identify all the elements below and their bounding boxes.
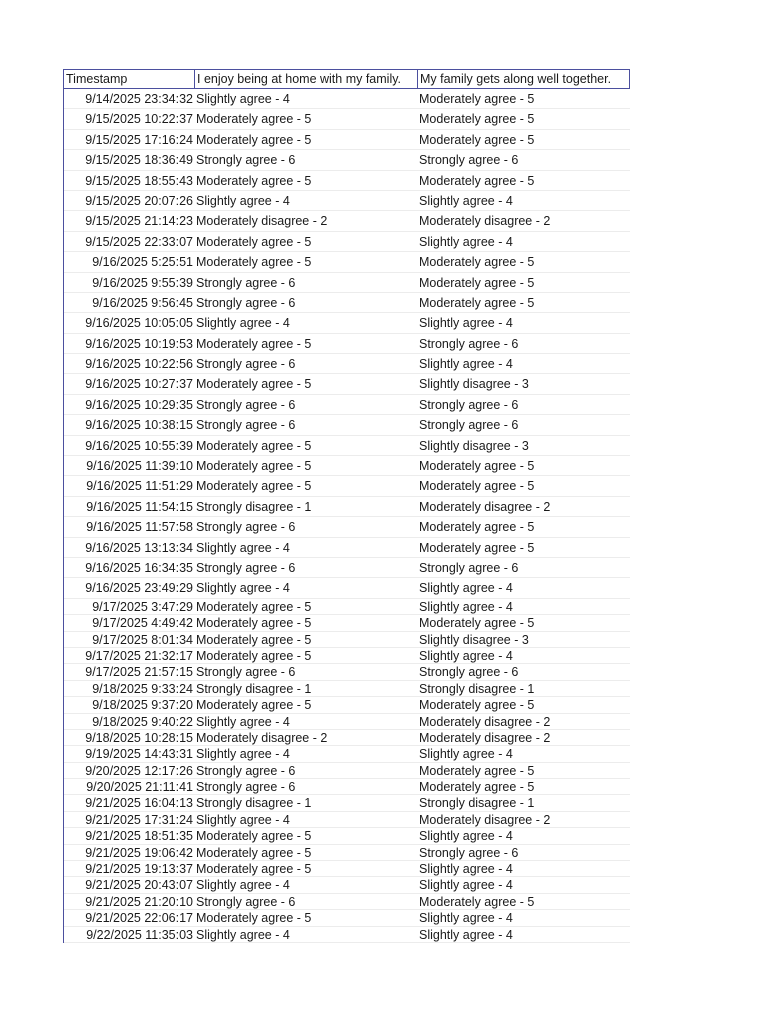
family-gets-along-cell[interactable]: Strongly agree - 6 — [419, 397, 519, 412]
family-gets-along-cell[interactable]: Slightly agree - 4 — [419, 648, 513, 663]
table-row — [64, 89, 630, 109]
header-timestamp[interactable]: Timestamp — [64, 70, 195, 88]
table-row — [64, 313, 630, 333]
table-row — [64, 714, 630, 730]
timestamp-cell[interactable]: 9/20/2025 12:17:26 — [85, 763, 193, 778]
timestamp-cell[interactable]: 9/17/2025 3:47:29 — [92, 599, 193, 614]
enjoy-home-cell[interactable]: Moderately agree - 5 — [196, 112, 312, 127]
enjoy-home-cell[interactable]: Strongly agree - 6 — [196, 153, 296, 168]
table-body — [63, 89, 630, 943]
table-row — [64, 763, 630, 779]
family-gets-along-cell[interactable]: Moderately agree - 5 — [419, 616, 535, 631]
timestamp-cell[interactable]: 9/16/2025 11:54:15 — [86, 499, 193, 514]
header-row — [63, 69, 630, 89]
enjoy-home-cell[interactable]: Slightly agree - 4 — [196, 927, 290, 942]
family-gets-along-cell[interactable]: Slightly disagree - 3 — [419, 438, 529, 453]
timestamp-cell[interactable]: 9/21/2025 18:51:35 — [85, 829, 193, 844]
table-row — [64, 354, 630, 374]
family-gets-along-cell[interactable]: Moderately agree - 5 — [419, 295, 535, 310]
timestamp-cell[interactable]: 9/15/2025 20:07:26 — [85, 193, 193, 208]
enjoy-home-cell[interactable]: Slightly agree - 4 — [196, 714, 290, 729]
table-row — [64, 578, 630, 598]
enjoy-home-cell[interactable]: Strongly disagree - 1 — [196, 796, 312, 811]
enjoy-home-cell[interactable]: Strongly disagree - 1 — [196, 499, 312, 514]
timestamp-cell[interactable]: 9/18/2025 10:28:15 — [85, 730, 193, 745]
family-gets-along-cell[interactable]: Slightly disagree - 3 — [419, 377, 529, 392]
table-row — [64, 252, 630, 272]
enjoy-home-cell[interactable]: Moderately agree - 5 — [196, 845, 312, 860]
table-row — [64, 211, 630, 231]
table-row — [64, 273, 630, 293]
family-gets-along-cell[interactable]: Moderately agree - 5 — [419, 698, 535, 713]
family-gets-along-cell[interactable]: Moderately disagree - 2 — [419, 730, 551, 745]
table-row — [64, 812, 630, 828]
table-row — [64, 415, 630, 435]
timestamp-cell[interactable]: 9/18/2025 9:37:20 — [92, 698, 193, 713]
table-row — [64, 877, 630, 893]
timestamp-cell[interactable]: 9/17/2025 21:57:15 — [85, 665, 193, 680]
family-gets-along-cell[interactable]: Slightly disagree - 3 — [419, 632, 529, 647]
enjoy-home-cell[interactable]: Moderately agree - 5 — [196, 862, 312, 877]
spreadsheet-table — [63, 69, 630, 943]
table-row — [64, 171, 630, 191]
family-gets-along-cell[interactable]: Moderately agree - 5 — [419, 112, 535, 127]
table-row — [64, 861, 630, 877]
timestamp-cell[interactable]: 9/21/2025 22:06:17 — [85, 911, 193, 926]
family-gets-along-cell[interactable]: Strongly disagree - 1 — [419, 681, 535, 696]
family-gets-along-cell[interactable]: Moderately agree - 5 — [419, 894, 535, 909]
family-gets-along-cell[interactable]: Moderately agree - 5 — [419, 255, 535, 270]
timestamp-cell[interactable]: 9/22/2025 11:35:03 — [86, 927, 193, 942]
timestamp-cell[interactable]: 9/16/2025 9:55:39 — [92, 275, 193, 290]
family-gets-along-cell[interactable]: Moderately agree - 5 — [419, 520, 535, 535]
enjoy-home-cell[interactable]: Moderately agree - 5 — [196, 911, 312, 926]
table-row — [64, 558, 630, 578]
timestamp-cell[interactable]: 9/16/2025 11:39:10 — [86, 459, 193, 474]
timestamp-cell[interactable]: 9/16/2025 10:29:35 — [85, 397, 193, 412]
enjoy-home-cell[interactable]: Moderately agree - 5 — [196, 132, 312, 147]
table-row — [64, 632, 630, 648]
timestamp-cell[interactable]: 9/15/2025 22:33:07 — [85, 234, 193, 249]
table-row — [64, 730, 630, 746]
enjoy-home-cell[interactable]: Moderately agree - 5 — [196, 377, 312, 392]
family-gets-along-cell[interactable]: Moderately disagree - 2 — [419, 499, 551, 514]
timestamp-cell[interactable]: 9/21/2025 16:04:13 — [85, 796, 193, 811]
family-gets-along-cell[interactable]: Strongly agree - 6 — [419, 153, 519, 168]
table-row — [64, 795, 630, 811]
table-row — [64, 334, 630, 354]
table-row — [64, 456, 630, 476]
family-gets-along-cell[interactable]: Slightly agree - 4 — [419, 911, 513, 926]
family-gets-along-cell[interactable]: Slightly agree - 4 — [419, 878, 513, 893]
enjoy-home-cell[interactable]: Moderately agree - 5 — [196, 255, 312, 270]
family-gets-along-cell[interactable]: Moderately disagree - 2 — [419, 714, 551, 729]
timestamp-cell[interactable]: 9/16/2025 10:55:39 — [85, 438, 193, 453]
family-gets-along-cell[interactable]: Strongly agree - 6 — [419, 418, 519, 433]
timestamp-cell[interactable]: 9/16/2025 10:27:37 — [85, 377, 193, 392]
table-row — [64, 436, 630, 456]
family-gets-along-cell[interactable]: Moderately disagree - 2 — [419, 812, 551, 827]
family-gets-along-cell[interactable]: Moderately agree - 5 — [419, 780, 535, 795]
enjoy-home-cell[interactable]: Moderately agree - 5 — [196, 632, 312, 647]
timestamp-cell[interactable]: 9/16/2025 11:51:29 — [86, 479, 193, 494]
timestamp-cell[interactable]: 9/20/2025 21:11:41 — [86, 780, 193, 795]
table-row — [64, 130, 630, 150]
header-enjoy-home[interactable]: I enjoy being at home with my family. — [195, 70, 418, 88]
enjoy-home-cell[interactable]: Strongly agree - 6 — [196, 275, 296, 290]
table-row — [64, 828, 630, 844]
enjoy-home-cell[interactable]: Strongly agree - 6 — [196, 357, 296, 372]
table-row — [64, 599, 630, 615]
timestamp-cell[interactable]: 9/16/2025 23:49:29 — [85, 581, 193, 596]
timestamp-cell[interactable]: 9/17/2025 4:49:42 — [92, 616, 193, 631]
timestamp-cell[interactable]: 9/15/2025 18:55:43 — [85, 173, 193, 188]
table-row — [64, 293, 630, 313]
enjoy-home-cell[interactable]: Moderately disagree - 2 — [196, 214, 328, 229]
family-gets-along-cell[interactable]: Slightly agree - 4 — [419, 829, 513, 844]
table-row — [64, 374, 630, 394]
family-gets-along-cell[interactable]: Slightly agree - 4 — [419, 747, 513, 762]
timestamp-cell[interactable]: 9/16/2025 5:25:51 — [92, 255, 193, 270]
timestamp-cell[interactable]: 9/21/2025 21:20:10 — [85, 894, 193, 909]
family-gets-along-cell[interactable]: Moderately agree - 5 — [419, 459, 535, 474]
table-row — [64, 681, 630, 697]
timestamp-cell[interactable]: 9/16/2025 13:13:34 — [85, 540, 193, 555]
timestamp-cell[interactable]: 9/15/2025 18:36:49 — [85, 153, 193, 168]
enjoy-home-cell[interactable]: Moderately agree - 5 — [196, 599, 312, 614]
enjoy-home-cell[interactable]: Strongly agree - 6 — [196, 295, 296, 310]
timestamp-cell[interactable]: 9/16/2025 16:34:35 — [85, 560, 193, 575]
family-gets-along-cell[interactable]: Moderately agree - 5 — [419, 275, 535, 290]
family-gets-along-cell[interactable]: Moderately agree - 5 — [419, 132, 535, 147]
family-gets-along-cell[interactable]: Slightly agree - 4 — [419, 234, 513, 249]
table-row — [64, 517, 630, 537]
enjoy-home-cell[interactable]: Strongly agree - 6 — [196, 397, 296, 412]
family-gets-along-cell[interactable]: Strongly agree - 6 — [419, 665, 519, 680]
enjoy-home-cell[interactable]: Moderately agree - 5 — [196, 616, 312, 631]
table-row — [64, 538, 630, 558]
enjoy-home-cell[interactable]: Strongly agree - 6 — [196, 665, 296, 680]
timestamp-cell[interactable]: 9/15/2025 10:22:37 — [85, 112, 193, 127]
table-row — [64, 927, 630, 943]
enjoy-home-cell[interactable]: Strongly agree - 6 — [196, 780, 296, 795]
timestamp-cell[interactable]: 9/21/2025 19:06:42 — [85, 845, 193, 860]
table-row — [64, 779, 630, 795]
timestamp-cell[interactable]: 9/21/2025 17:31:24 — [85, 812, 193, 827]
table-row — [64, 476, 630, 496]
family-gets-along-cell[interactable]: Slightly agree - 4 — [419, 357, 513, 372]
enjoy-home-cell[interactable]: Moderately agree - 5 — [196, 829, 312, 844]
timestamp-cell[interactable]: 9/17/2025 21:32:17 — [85, 648, 193, 663]
family-gets-along-cell[interactable]: Slightly agree - 4 — [419, 927, 513, 942]
table-row — [64, 894, 630, 910]
family-gets-along-cell[interactable]: Strongly agree - 6 — [419, 845, 519, 860]
timestamp-cell[interactable]: 9/15/2025 17:16:24 — [85, 132, 193, 147]
timestamp-cell[interactable]: 9/16/2025 10:05:05 — [85, 316, 193, 331]
table-row — [64, 746, 630, 762]
family-gets-along-cell[interactable]: Moderately disagree - 2 — [419, 214, 551, 229]
timestamp-cell[interactable]: 9/19/2025 14:43:31 — [85, 747, 193, 762]
family-gets-along-cell[interactable]: Moderately agree - 5 — [419, 540, 535, 555]
enjoy-home-cell[interactable]: Strongly disagree - 1 — [196, 681, 312, 696]
enjoy-home-cell[interactable]: Slightly agree - 4 — [196, 747, 290, 762]
family-gets-along-cell[interactable]: Moderately agree - 5 — [419, 479, 535, 494]
enjoy-home-cell[interactable]: Moderately disagree - 2 — [196, 730, 328, 745]
enjoy-home-cell[interactable]: Moderately agree - 5 — [196, 234, 312, 249]
enjoy-home-cell[interactable]: Strongly agree - 6 — [196, 763, 296, 778]
enjoy-home-cell[interactable]: Moderately agree - 5 — [196, 479, 312, 494]
enjoy-home-cell[interactable]: Slightly agree - 4 — [196, 878, 290, 893]
enjoy-home-cell[interactable]: Strongly agree - 6 — [196, 418, 296, 433]
enjoy-home-cell[interactable]: Slightly agree - 4 — [196, 812, 290, 827]
enjoy-home-cell[interactable]: Slightly agree - 4 — [196, 316, 290, 331]
table-row — [64, 497, 630, 517]
timestamp-cell[interactable]: 9/21/2025 20:43:07 — [85, 878, 193, 893]
table-row — [64, 395, 630, 415]
family-gets-along-cell[interactable]: Moderately agree - 5 — [419, 763, 535, 778]
enjoy-home-cell[interactable]: Moderately agree - 5 — [196, 173, 312, 188]
table-row — [64, 697, 630, 713]
enjoy-home-cell[interactable]: Slightly agree - 4 — [196, 193, 290, 208]
table-row — [64, 232, 630, 252]
enjoy-home-cell[interactable]: Strongly agree - 6 — [196, 520, 296, 535]
enjoy-home-cell[interactable]: Slightly agree - 4 — [196, 540, 290, 555]
family-gets-along-cell[interactable]: Moderately agree - 5 — [419, 173, 535, 188]
header-family-gets-along[interactable]: My family gets along well together. — [420, 72, 612, 86]
timestamp-cell[interactable]: 9/16/2025 9:56:45 — [92, 295, 193, 310]
enjoy-home-cell[interactable]: Moderately agree - 5 — [196, 698, 312, 713]
family-gets-along-cell[interactable]: Slightly agree - 4 — [419, 862, 513, 877]
timestamp-cell[interactable]: 9/18/2025 9:40:22 — [92, 714, 193, 729]
enjoy-home-cell[interactable]: Moderately agree - 5 — [196, 648, 312, 663]
table-row — [64, 191, 630, 211]
table-row — [64, 150, 630, 170]
family-gets-along-cell[interactable]: Strongly agree - 6 — [419, 336, 519, 351]
family-gets-along-cell[interactable]: Strongly agree - 6 — [419, 560, 519, 575]
timestamp-cell[interactable]: 9/16/2025 10:22:56 — [85, 357, 193, 372]
family-gets-along-cell[interactable]: Strongly disagree - 1 — [419, 796, 535, 811]
timestamp-cell[interactable]: 9/17/2025 8:01:34 — [92, 632, 193, 647]
family-gets-along-cell[interactable]: Slightly agree - 4 — [419, 581, 513, 596]
enjoy-home-cell[interactable]: Moderately agree - 5 — [196, 336, 312, 351]
enjoy-home-cell[interactable]: Moderately agree - 5 — [196, 438, 312, 453]
timestamp-cell[interactable]: 9/16/2025 10:38:15 — [85, 418, 193, 433]
timestamp-cell[interactable]: 9/16/2025 11:57:58 — [86, 520, 193, 535]
table-row — [64, 845, 630, 861]
table-row — [64, 910, 630, 926]
timestamp-cell[interactable]: 9/18/2025 9:33:24 — [92, 681, 193, 696]
timestamp-cell[interactable]: 9/21/2025 19:13:37 — [85, 862, 193, 877]
family-gets-along-cell[interactable]: Moderately agree - 5 — [419, 92, 535, 106]
enjoy-home-cell[interactable]: Moderately agree - 5 — [196, 459, 312, 474]
timestamp-cell[interactable]: 9/16/2025 10:19:53 — [85, 336, 193, 351]
table-row — [64, 664, 630, 680]
family-gets-along-cell[interactable]: Slightly agree - 4 — [419, 193, 513, 208]
family-gets-along-cell[interactable]: Slightly agree - 4 — [419, 599, 513, 614]
enjoy-home-cell[interactable]: Slightly agree - 4 — [196, 581, 290, 596]
enjoy-home-cell[interactable]: Strongly agree - 6 — [196, 894, 296, 909]
table-row — [64, 615, 630, 631]
enjoy-home-cell[interactable]: Strongly agree - 6 — [196, 560, 296, 575]
enjoy-home-cell[interactable]: Slightly agree - 4 — [196, 92, 290, 106]
timestamp-cell[interactable]: 9/14/2025 23:34:32 — [85, 92, 193, 106]
table-row — [64, 648, 630, 664]
family-gets-along-cell[interactable]: Slightly agree - 4 — [419, 316, 513, 331]
table-row — [64, 109, 630, 129]
timestamp-cell[interactable]: 9/15/2025 21:14:23 — [85, 214, 193, 229]
